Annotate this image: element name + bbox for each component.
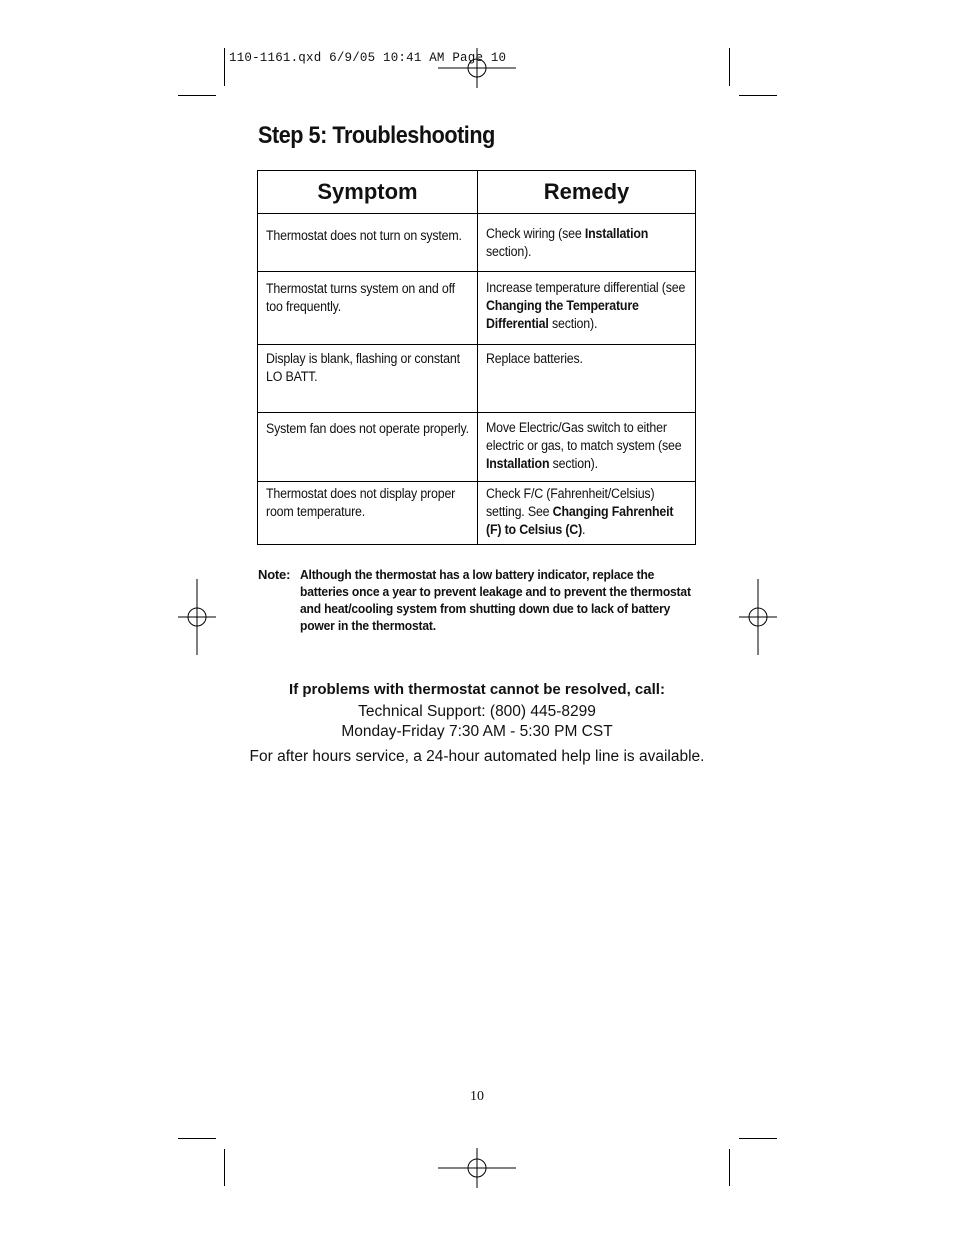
support-phone: Technical Support: (800) 445-8299 <box>358 703 596 720</box>
section-reference: Changing the Temperature Differential <box>486 298 639 331</box>
support-hours: Monday-Friday 7:30 AM - 5:30 PM CST <box>341 723 613 740</box>
support-heading: If problems with thermostat cannot be resolved, call: <box>289 681 665 698</box>
crop-mark <box>729 1149 730 1186</box>
note-label: Note: <box>258 567 291 582</box>
remedy-cell <box>478 272 696 345</box>
page-number: 10 <box>470 1089 484 1104</box>
remedy-run: section). <box>486 244 532 259</box>
remedy-run: Increase temperature differential (see <box>486 280 686 295</box>
remedy-text <box>486 485 688 539</box>
troubleshooting-table <box>257 170 696 545</box>
crop-mark <box>178 1138 216 1139</box>
symptom-cell <box>258 413 478 482</box>
file-slug: 110-1161.qxd 6/9/05 10:41 AM Page 10 <box>229 51 507 65</box>
remedy-run: Move Electric/Gas switch to either electric or gas, to match system (see <box>486 420 682 453</box>
note-text: Although the thermostat has a low battery indicator, replace the batteries once a year to prevent leakage and to prevent the thermostat and heat/cooling system from shutting down due to lack of battery power in the thermostat. <box>300 567 691 633</box>
battery-note <box>258 566 698 634</box>
section-reference: Installation <box>486 456 550 471</box>
section-reference: Changing Fahrenheit (F) to Celsius (C) <box>486 504 674 537</box>
column-header-remedy: Remedy <box>478 171 696 214</box>
remedy-run: section). <box>548 316 598 331</box>
remedy-run: section). <box>549 456 598 471</box>
symptom-cell <box>258 272 478 345</box>
remedy-text <box>486 350 688 368</box>
table-row <box>258 482 696 545</box>
remedy-text <box>486 279 688 333</box>
remedy-cell <box>478 214 696 272</box>
remedy-run: Check wiring (see <box>486 226 585 241</box>
table-row <box>258 214 696 272</box>
remedy-text <box>486 225 688 261</box>
table-row <box>258 345 696 413</box>
table-row <box>258 413 696 482</box>
remedy-text <box>486 419 688 473</box>
page-title: Step 5: Troubleshooting <box>258 122 495 149</box>
section-reference: Installation <box>584 226 649 241</box>
crop-mark <box>224 1149 225 1186</box>
table-row <box>258 272 696 345</box>
remedy-run: . <box>582 522 586 537</box>
symptom-text: Thermostat turns system on and off too frequently. <box>266 281 455 314</box>
symptom-cell <box>258 345 478 413</box>
symptom-cell <box>258 214 478 272</box>
remedy-run: Replace batteries. <box>486 351 583 366</box>
symptom-text: Display is blank, flashing or constant LO BATT. <box>266 351 460 384</box>
remedy-cell <box>478 482 696 545</box>
registration-mark-right-icon <box>739 579 777 655</box>
crop-mark <box>224 48 225 86</box>
crop-mark <box>729 48 730 86</box>
registration-mark-left-icon <box>178 579 216 655</box>
remedy-cell <box>478 345 696 413</box>
table-header-row <box>258 171 696 214</box>
after-hours-text: For after hours service, a 24-hour automated help line is available. <box>249 748 705 765</box>
remedy-cell <box>478 413 696 482</box>
registration-mark-bottom-icon <box>438 1148 516 1188</box>
symptom-text: Thermostat does not display proper room temperature. <box>266 486 456 519</box>
crop-mark <box>739 1138 777 1139</box>
column-header-symptom: Symptom <box>258 171 478 214</box>
remedy-run: Check F/C (Fahrenheit/Celsius) setting. See <box>486 486 655 519</box>
symptom-text: Thermostat does not turn on system. <box>266 228 462 243</box>
symptom-text: System fan does not operate properly. <box>266 421 469 436</box>
crop-mark <box>739 95 777 96</box>
symptom-cell <box>258 482 478 545</box>
crop-mark <box>178 95 216 96</box>
